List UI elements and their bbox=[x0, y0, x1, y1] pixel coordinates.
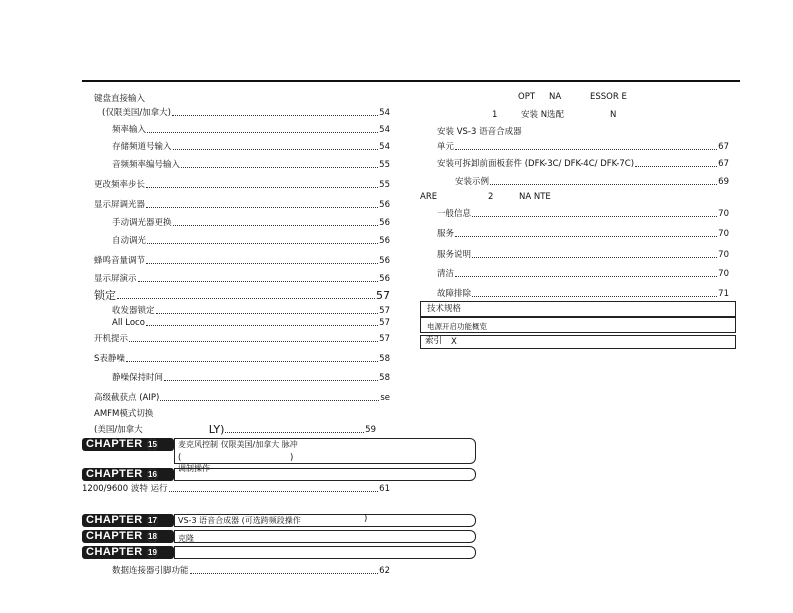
toc-label-suffix: LY) bbox=[208, 423, 225, 436]
section-heading-part: NA bbox=[549, 92, 562, 102]
toc-page: 61 bbox=[379, 484, 390, 494]
chapter-word: CHAPTER bbox=[86, 546, 143, 558]
chapter-word: CHAPTER bbox=[86, 468, 143, 480]
toc-label: 自动调光 bbox=[112, 236, 147, 246]
chapter-number-badge: 16 bbox=[146, 468, 159, 481]
toc-entry bbox=[112, 142, 390, 153]
toc-page: 56 bbox=[379, 236, 390, 246]
toc-label: (美国/加拿大 bbox=[94, 425, 143, 435]
section-heading-part: 2 bbox=[488, 192, 494, 202]
chapter-title: 麦克风控制 仅限美国/加拿大 脉冲 bbox=[178, 440, 298, 449]
appendix-box bbox=[420, 301, 736, 317]
toc-entry bbox=[94, 200, 390, 211]
chapter-word: CHAPTER bbox=[86, 514, 143, 526]
toc-entry bbox=[112, 236, 390, 247]
toc-entry bbox=[112, 318, 390, 329]
toc-page: 57 bbox=[379, 334, 390, 344]
toc-label: 更改频率步长 bbox=[94, 180, 146, 190]
toc-label: 安装示例 bbox=[455, 177, 490, 187]
toc-entry bbox=[94, 256, 390, 267]
toc-page: 54 bbox=[379, 125, 390, 135]
toc-entry bbox=[112, 218, 390, 229]
toc-label: 存储频道号输入 bbox=[112, 142, 172, 152]
toc-page: se bbox=[380, 393, 390, 403]
toc-page: 59 bbox=[365, 425, 376, 435]
appendix-label: 电源开启功能概览 bbox=[427, 322, 487, 331]
section-heading-part: ESSOR E bbox=[590, 92, 627, 102]
toc-entry bbox=[94, 423, 376, 436]
toc-entry bbox=[112, 160, 390, 171]
section-heading-part: ARE bbox=[420, 192, 438, 202]
toc-page: 70 bbox=[718, 250, 729, 260]
toc-label: 锁定 bbox=[94, 289, 116, 302]
toc-entry bbox=[102, 108, 390, 119]
toc-label: 高级截获点 (AIP) bbox=[94, 393, 160, 403]
toc-page: 62 bbox=[379, 566, 390, 576]
toc-label: 音频频率编号输入 bbox=[112, 160, 181, 170]
bracket-close: ) bbox=[364, 514, 368, 524]
section-heading-part: N bbox=[610, 110, 617, 120]
toc-entry bbox=[437, 269, 729, 280]
chapter-title-box bbox=[174, 530, 476, 543]
toc-label: 开机提示 bbox=[94, 334, 129, 344]
chapter-title-box bbox=[174, 468, 476, 481]
toc-entry bbox=[94, 180, 390, 191]
bracket-close: ) bbox=[290, 453, 294, 463]
toc-label: 安装可拆卸前面板套件 (DFK-3C/ DFK-4C/ DFK-7C) bbox=[437, 159, 635, 169]
toc-entry bbox=[112, 373, 390, 384]
toc-entry: AMFM模式切换 bbox=[94, 409, 154, 419]
toc-entry bbox=[94, 354, 390, 365]
toc-label: 故障排除 bbox=[437, 289, 472, 299]
chapter-title: 调制操作 bbox=[178, 464, 210, 473]
toc-label: 蜂鸣音量调节 bbox=[94, 256, 146, 266]
toc-entry bbox=[94, 289, 390, 302]
toc-label: 频率输入 bbox=[112, 125, 147, 135]
toc-page: 57 bbox=[379, 306, 390, 316]
chapter-title: 克隆 bbox=[178, 534, 194, 543]
toc-page: 56 bbox=[379, 200, 390, 210]
toc-entry bbox=[94, 334, 390, 345]
toc-entry bbox=[112, 306, 390, 317]
toc-label: 1200/9600 波特 运行 bbox=[82, 484, 168, 494]
toc-entry: 键盘直接输入 bbox=[94, 94, 146, 104]
top-rule bbox=[82, 80, 740, 82]
toc-page: 54 bbox=[379, 142, 390, 152]
toc-page: 67 bbox=[718, 142, 729, 152]
toc-entry bbox=[437, 250, 729, 261]
bracket-open: ( bbox=[178, 453, 182, 463]
toc-page: 56 bbox=[379, 274, 390, 284]
toc-page: 56 bbox=[379, 256, 390, 266]
chapter-word: CHAPTER bbox=[86, 438, 143, 450]
appendix-label: 技术规格 bbox=[427, 304, 462, 314]
toc-page: 57 bbox=[379, 318, 390, 328]
toc-entry bbox=[94, 393, 390, 404]
toc-page: 70 bbox=[718, 209, 729, 219]
toc-page: 56 bbox=[379, 218, 390, 228]
appendix-box bbox=[420, 335, 736, 349]
toc-label: 静噪保持时间 bbox=[112, 373, 164, 383]
toc-page: 55 bbox=[379, 180, 390, 190]
toc-page: 57 bbox=[376, 289, 390, 302]
section-heading-part: OPT bbox=[518, 92, 536, 102]
section-heading-part: 安装 N选配 bbox=[521, 110, 565, 120]
toc-label: 显示屏演示 bbox=[94, 274, 137, 284]
chapter-title: VS-3 语音合成器 (可选跨频段操作 bbox=[178, 516, 301, 525]
toc-label: 一般信息 bbox=[437, 209, 472, 219]
toc-label: All Loco bbox=[112, 318, 145, 328]
toc-entry bbox=[112, 566, 390, 577]
toc-label: (仅限美国/加拿大) bbox=[102, 108, 171, 118]
chapter-number-badge: 18 bbox=[146, 530, 159, 543]
appendix-suffix: X bbox=[451, 337, 457, 347]
toc-page: 69 bbox=[718, 177, 729, 187]
toc-page: 70 bbox=[718, 269, 729, 279]
toc-label: 收发器锁定 bbox=[112, 306, 155, 316]
toc-page: 70 bbox=[718, 229, 729, 239]
toc-entry bbox=[437, 142, 729, 153]
chapter-title-box bbox=[174, 546, 476, 559]
toc-entry bbox=[437, 159, 729, 170]
toc-entry bbox=[112, 125, 390, 136]
toc-page: 67 bbox=[718, 159, 729, 169]
toc-entry bbox=[455, 177, 729, 188]
toc-page: 71 bbox=[718, 289, 729, 299]
toc-entry bbox=[437, 209, 729, 220]
appendix-box bbox=[420, 317, 736, 333]
toc-page: 58 bbox=[379, 373, 390, 383]
toc-entry bbox=[437, 229, 729, 240]
section-heading-part: NA NTE bbox=[519, 192, 551, 202]
chapter-word: CHAPTER bbox=[86, 530, 143, 542]
toc-page: 55 bbox=[379, 160, 390, 170]
toc-label: 手动调光器更换 bbox=[112, 218, 172, 228]
toc-entry bbox=[94, 274, 390, 285]
chapter-number-badge: 15 bbox=[146, 438, 159, 451]
toc-label: 显示屏调光器 bbox=[94, 200, 146, 210]
toc-entry bbox=[437, 289, 729, 300]
toc-page: 58 bbox=[379, 354, 390, 364]
toc-label: 数据连接器引脚功能 bbox=[112, 566, 189, 576]
toc-label: 服务说明 bbox=[437, 250, 472, 260]
appendix-label: 索引 bbox=[425, 336, 443, 346]
toc-entry: 安装 VS-3 语音合成器 bbox=[437, 127, 522, 137]
section-heading-part: 1 bbox=[492, 110, 498, 120]
toc-label: 服务 bbox=[437, 229, 455, 239]
toc-page: 54 bbox=[379, 108, 390, 118]
toc-label: S表静噪 bbox=[94, 354, 125, 364]
toc-label: 清洁 bbox=[437, 269, 455, 279]
toc-entry bbox=[82, 484, 390, 495]
chapter-number-badge: 17 bbox=[146, 514, 159, 527]
toc-label: 单元 bbox=[437, 142, 455, 152]
chapter-number-badge: 19 bbox=[146, 546, 159, 559]
